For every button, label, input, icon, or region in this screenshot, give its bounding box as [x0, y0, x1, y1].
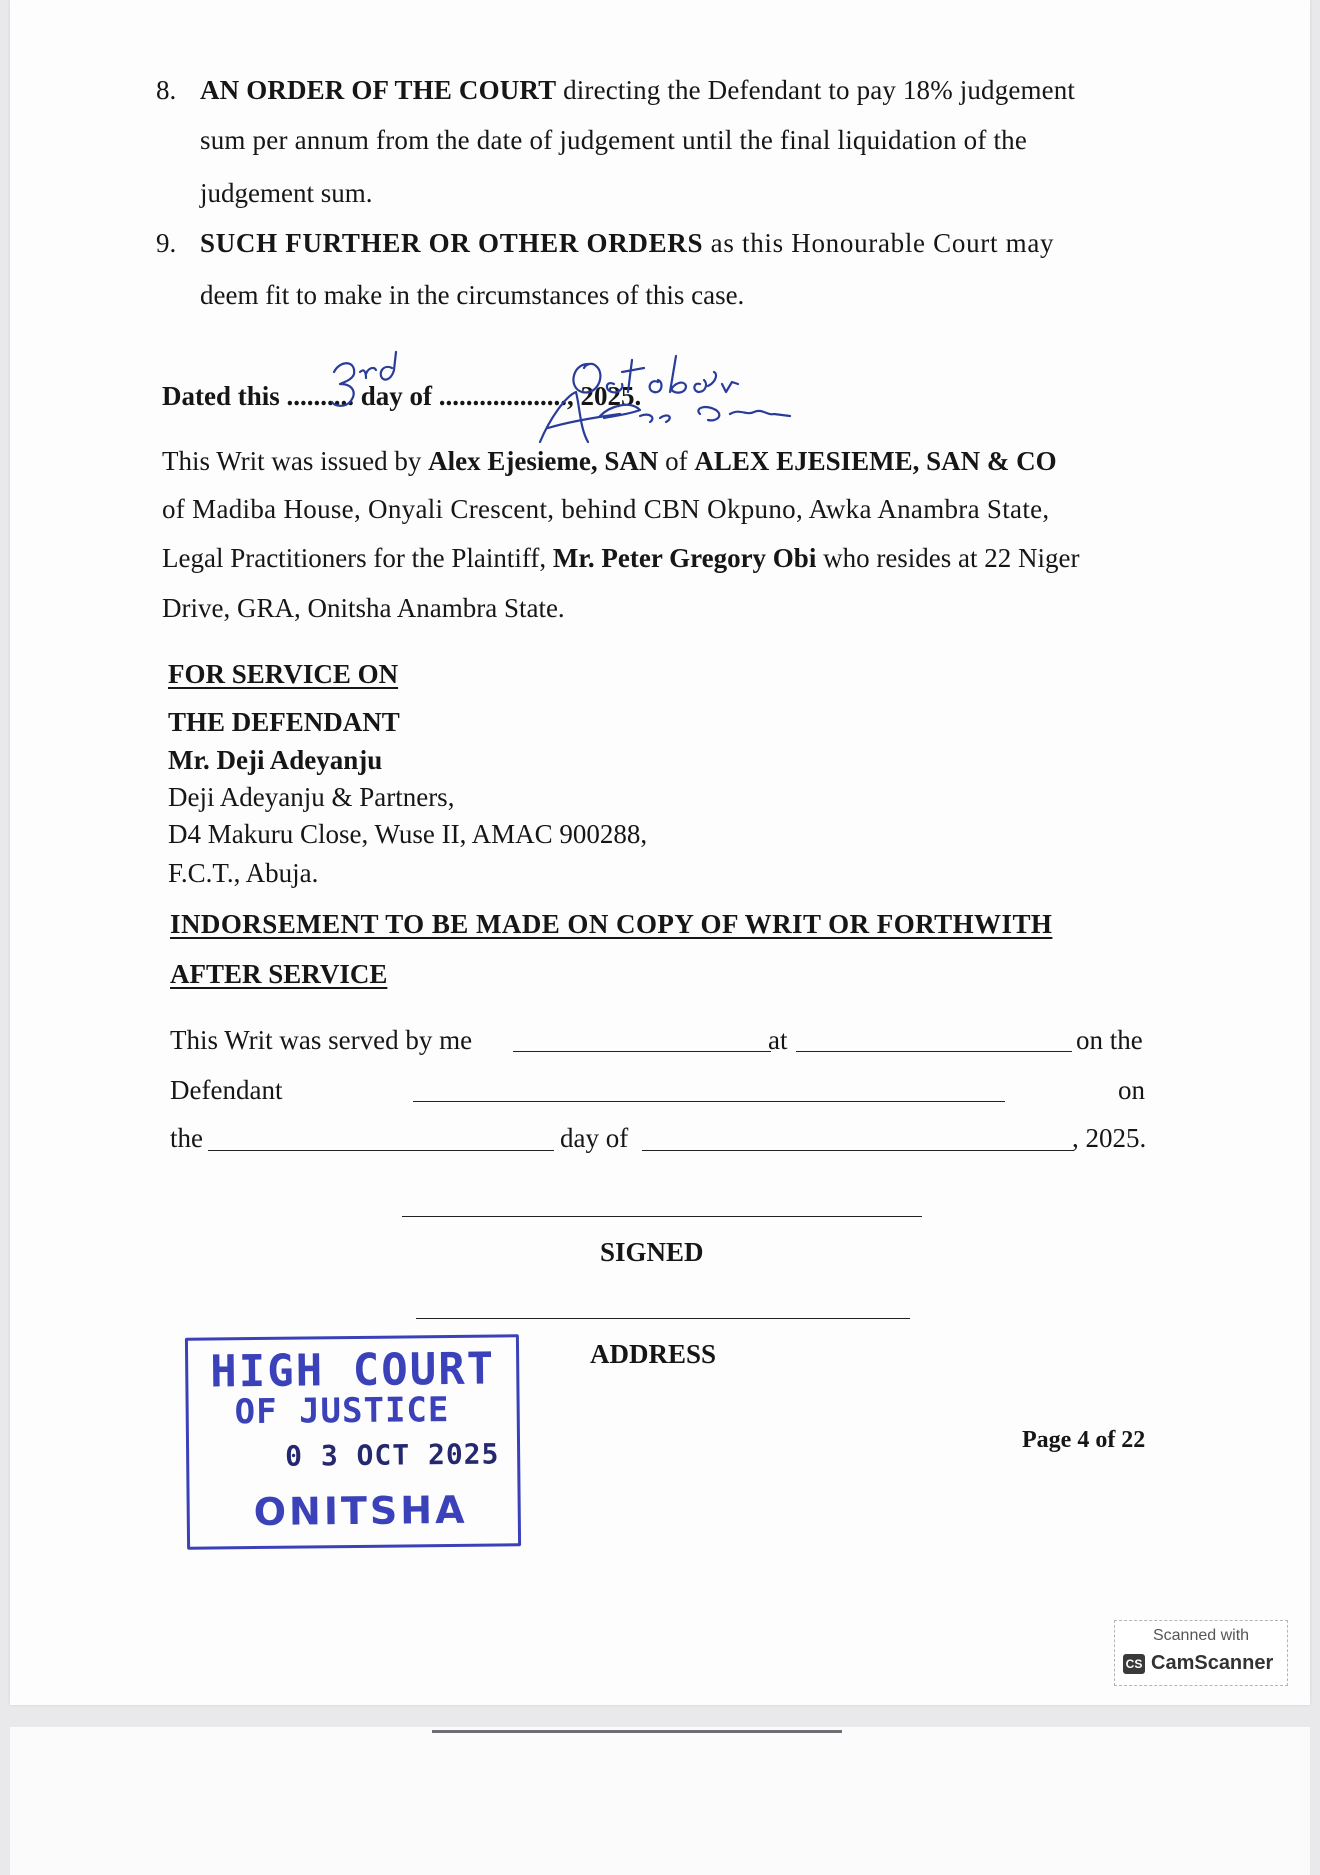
on-the-label: on the: [1076, 1025, 1143, 1055]
dated-prefix: Dated this: [162, 381, 287, 411]
issued-by-name: Alex Ejesieme, SAN: [428, 446, 659, 476]
page-number: Page 4 of 22: [1022, 1427, 1146, 1453]
camscanner-watermark: [1114, 1620, 1288, 1686]
defendant-name: Mr. Deji Adeyanju: [168, 745, 383, 775]
the-label: the: [170, 1123, 203, 1153]
document-page: [10, 0, 1310, 1705]
defendant-blank: [413, 1101, 1005, 1102]
issued-text-3a: Legal Practitioners for the Plaintiff,: [162, 543, 553, 573]
court-stamp: [185, 1334, 521, 1549]
served-by-label: This Writ was served by me: [170, 1025, 473, 1055]
order-9-line-2: deem fit to make in the circumstances of this case.: [200, 280, 745, 310]
order-8-line-3: judgement sum.: [200, 178, 373, 208]
next-page-edge: [10, 1727, 1310, 1875]
order-8-text: directing the Defendant to pay 18% judgement: [556, 75, 1076, 105]
address-label: ADDRESS: [590, 1339, 717, 1369]
signed-label: SIGNED: [600, 1237, 704, 1267]
for-service-heading: FOR SERVICE ON: [168, 659, 399, 689]
day-of-blank: [642, 1150, 1074, 1151]
stamp-date: 0 3 OCT 2025: [284, 1437, 500, 1473]
issued-line-1: [162, 445, 1057, 477]
dated-dots-day: ..........: [286, 381, 355, 411]
defendant-label: Defendant: [170, 1075, 283, 1105]
indorsement-heading-2: AFTER SERVICE: [170, 959, 388, 989]
at-blank: [796, 1051, 1072, 1052]
order-8-line-2: sum per annum from the date of judgement until the final liquidation of the: [200, 125, 1028, 155]
the-blank: [208, 1150, 554, 1151]
order-9-bold-lead: SUCH FURTHER OR OTHER ORDERS: [200, 228, 704, 258]
service-party: THE DEFENDANT: [168, 707, 400, 737]
day-of-label: day of: [560, 1123, 629, 1153]
next-page-rule: [432, 1730, 842, 1733]
issued-firm: ALEX EJESIEME, SAN & CO: [694, 446, 1057, 476]
order-9-text: as this Honourable Court may: [703, 228, 1055, 258]
order-9-line-1: [200, 227, 1054, 259]
stamp-line-2: OF JUSTICE: [234, 1389, 450, 1433]
stamp-line-1: HIGH COURT: [209, 1343, 496, 1398]
dated-dots-month: ...................: [438, 381, 568, 411]
defendant-address-1: D4 Makuru Close, Wuse II, AMAC 900288,: [168, 819, 648, 849]
dated-year: , 2025.: [567, 381, 642, 411]
handwritten-signature: [510, 388, 870, 448]
issued-text-c: of: [658, 446, 695, 476]
defendant-firm: Deji Adeyanju & Partners,: [168, 782, 455, 812]
indorsement-heading-1: INDORSEMENT TO BE MADE ON COPY OF WRIT OR FORTHWITH: [170, 909, 1053, 939]
defendant-address-2: F.C.T., Abuja.: [168, 858, 319, 888]
issued-line-2: of Madiba House, Onyali Crescent, behind CBN Okpuno, Awka Anambra State,: [162, 494, 1050, 524]
stamp-place: ONITSHA: [253, 1487, 468, 1535]
issued-text-3c: who resides at 22 Niger: [816, 543, 1080, 573]
handwritten-day: [326, 350, 416, 410]
on-label: on: [1118, 1075, 1145, 1105]
issued-line-3: [162, 542, 1080, 574]
plaintiff-name: Mr. Peter Gregory Obi: [552, 543, 817, 573]
order-8-bold-lead: AN ORDER OF THE COURT: [200, 75, 557, 105]
issued-text-a: This Writ was issued by: [162, 446, 429, 476]
signed-line: [402, 1216, 922, 1217]
order-8-line-1: [200, 74, 1075, 106]
camscanner-logo-icon: CS: [1123, 1654, 1145, 1674]
address-line: [416, 1318, 910, 1319]
issued-line-4: Drive, GRA, Onitsha Anambra State.: [162, 593, 565, 623]
watermark-scanned-with: Scanned with: [1152, 1627, 1250, 1644]
at-label: at: [768, 1025, 788, 1055]
dated-day-of: day of: [354, 381, 439, 411]
served-by-blank: [513, 1051, 771, 1052]
order-8-number: 8.: [156, 75, 177, 105]
watermark-brand: CamScanner: [1151, 1652, 1274, 1674]
indorsement-year: , 2025.: [1072, 1123, 1147, 1153]
order-9-number: 9.: [156, 228, 177, 258]
